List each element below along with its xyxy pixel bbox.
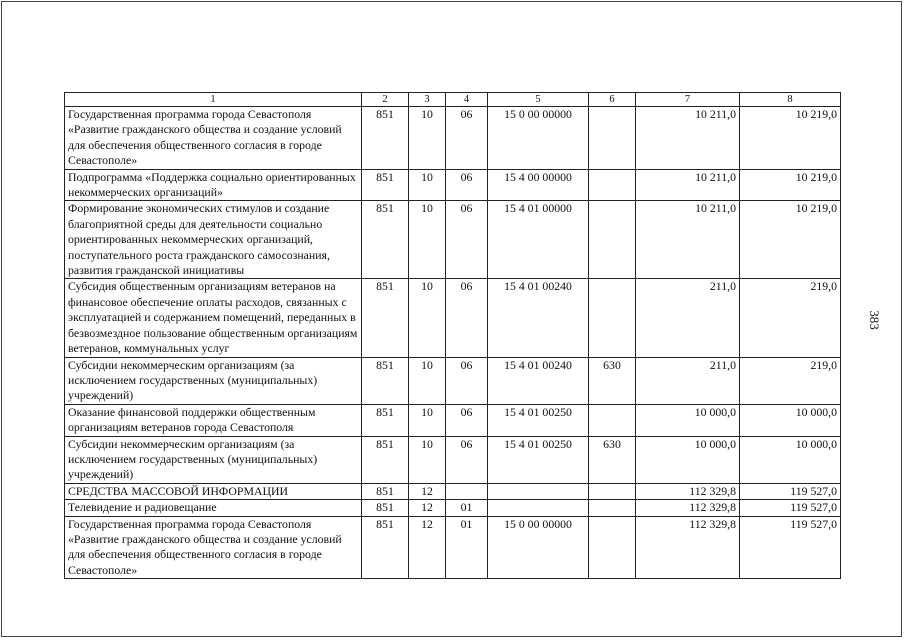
row-sum-2: 119 527,0	[740, 516, 841, 579]
row-target-code: 15 0 00 00000	[488, 107, 589, 170]
row-target-code: 15 4 01 00250	[488, 436, 589, 483]
row-name: Подпрограмма «Поддержка социально ориентированных некоммерческих организаций»	[65, 169, 362, 201]
header-col-4: 4	[446, 93, 488, 107]
row-subsection: 06	[446, 279, 488, 357]
row-target-code: 15 4 00 00000	[488, 169, 589, 201]
table-row	[65, 357, 841, 404]
row-ministry: 851	[362, 436, 409, 483]
row-section: 12	[409, 516, 446, 579]
table-header-row	[65, 93, 841, 107]
row-sum-2: 10 219,0	[740, 201, 841, 279]
row-expense-type	[589, 500, 636, 516]
row-sum-1: 211,0	[636, 279, 740, 357]
row-expense-type: 630	[589, 436, 636, 483]
header-col-2: 2	[362, 93, 409, 107]
row-sum-1: 10 000,0	[636, 404, 740, 436]
row-expense-type	[589, 516, 636, 579]
row-section: 10	[409, 201, 446, 279]
row-section: 10	[409, 436, 446, 483]
row-target-code: 15 0 00 00000	[488, 516, 589, 579]
row-subsection: 06	[446, 107, 488, 170]
table-row	[65, 279, 841, 357]
table-row	[65, 107, 841, 170]
row-expense-type	[589, 169, 636, 201]
row-sum-2: 10 000,0	[740, 436, 841, 483]
row-expense-type	[589, 107, 636, 170]
row-expense-type	[589, 279, 636, 357]
row-target-code: 15 4 01 00240	[488, 357, 589, 404]
table-row	[65, 516, 841, 579]
header-col-5: 5	[488, 93, 589, 107]
row-sum-1: 112 329,8	[636, 516, 740, 579]
row-ministry: 851	[362, 357, 409, 404]
row-name: СРЕДСТВА МАССОВОЙ ИНФОРМАЦИИ	[65, 483, 362, 499]
row-sum-1: 10 000,0	[636, 436, 740, 483]
row-subsection: 06	[446, 201, 488, 279]
row-section: 12	[409, 483, 446, 499]
row-section: 10	[409, 279, 446, 357]
row-name: Оказание финансовой поддержки общественным организациям ветеранов города Севастополя	[65, 404, 362, 436]
row-ministry: 851	[362, 201, 409, 279]
row-sum-1: 10 211,0	[636, 169, 740, 201]
row-expense-type	[589, 404, 636, 436]
table-row	[65, 169, 841, 201]
row-target-code: 15 4 01 00240	[488, 279, 589, 357]
row-target-code: 15 4 01 00000	[488, 201, 589, 279]
header-col-7: 7	[636, 93, 740, 107]
row-expense-type	[589, 483, 636, 499]
row-ministry: 851	[362, 107, 409, 170]
row-name: Формирование экономических стимулов и создание благоприятной среды для деятельности социально ориентированных некоммерческих организаций, поступательного роста гражданского самосознания, развития гражданской инициативы	[65, 201, 362, 279]
table-row	[65, 500, 841, 516]
row-name: Субсидии некоммерческим организациям (за исключением государственных (муниципальных) учреждений)	[65, 357, 362, 404]
row-subsection: 06	[446, 404, 488, 436]
row-sum-1: 211,0	[636, 357, 740, 404]
row-expense-type: 630	[589, 357, 636, 404]
row-subsection	[446, 483, 488, 499]
row-section: 12	[409, 500, 446, 516]
row-subsection: 01	[446, 500, 488, 516]
row-target-code: 15 4 01 00250	[488, 404, 589, 436]
row-ministry: 851	[362, 169, 409, 201]
header-col-6: 6	[589, 93, 636, 107]
row-name: Телевидение и радиовещание	[65, 500, 362, 516]
row-name: Субсидия общественным организациям ветеранов на финансовое обеспечение оплаты расходов, связанных с эксплуатацией и содержанием помещений, переданных в безвозмездное пользование общественным организациям ветеранов, коммунальных услуг	[65, 279, 362, 357]
row-sum-2: 119 527,0	[740, 500, 841, 516]
row-sum-1: 112 329,8	[636, 483, 740, 499]
row-subsection: 06	[446, 169, 488, 201]
row-sum-1: 112 329,8	[636, 500, 740, 516]
row-ministry: 851	[362, 500, 409, 516]
row-sum-2: 10 000,0	[740, 404, 841, 436]
header-col-1: 1	[65, 93, 362, 107]
row-name: Государственная программа города Севастополя «Развитие гражданского общества и создание условий для обеспечения общественного согласия в городе Севастополе»	[65, 107, 362, 170]
row-target-code	[488, 483, 589, 499]
row-sum-2: 119 527,0	[740, 483, 841, 499]
row-sum-2: 219,0	[740, 357, 841, 404]
row-section: 10	[409, 357, 446, 404]
header-col-8: 8	[740, 93, 841, 107]
row-sum-2: 10 219,0	[740, 169, 841, 201]
row-name: Государственная программа города Севастополя «Развитие гражданского общества и создание условий для обеспечения общественного согласия в городе Севастополе»	[65, 516, 362, 579]
row-section: 10	[409, 169, 446, 201]
row-subsection: 01	[446, 516, 488, 579]
table-row	[65, 436, 841, 483]
table-row	[65, 404, 841, 436]
row-ministry: 851	[362, 279, 409, 357]
page-number: 383	[867, 310, 882, 330]
row-expense-type	[589, 201, 636, 279]
row-name: Субсидии некоммерческим организациям (за исключением государственных (муниципальных) учреждений)	[65, 436, 362, 483]
row-ministry: 851	[362, 483, 409, 499]
table-row	[65, 201, 841, 279]
row-ministry: 851	[362, 404, 409, 436]
row-section: 10	[409, 404, 446, 436]
row-section: 10	[409, 107, 446, 170]
row-sum-2: 10 219,0	[740, 107, 841, 170]
row-sum-2: 219,0	[740, 279, 841, 357]
row-sum-1: 10 211,0	[636, 201, 740, 279]
header-col-3: 3	[409, 93, 446, 107]
table-row	[65, 483, 841, 499]
budget-table	[64, 92, 841, 579]
row-subsection: 06	[446, 436, 488, 483]
row-subsection: 06	[446, 357, 488, 404]
row-sum-1: 10 211,0	[636, 107, 740, 170]
row-target-code	[488, 500, 589, 516]
row-ministry: 851	[362, 516, 409, 579]
